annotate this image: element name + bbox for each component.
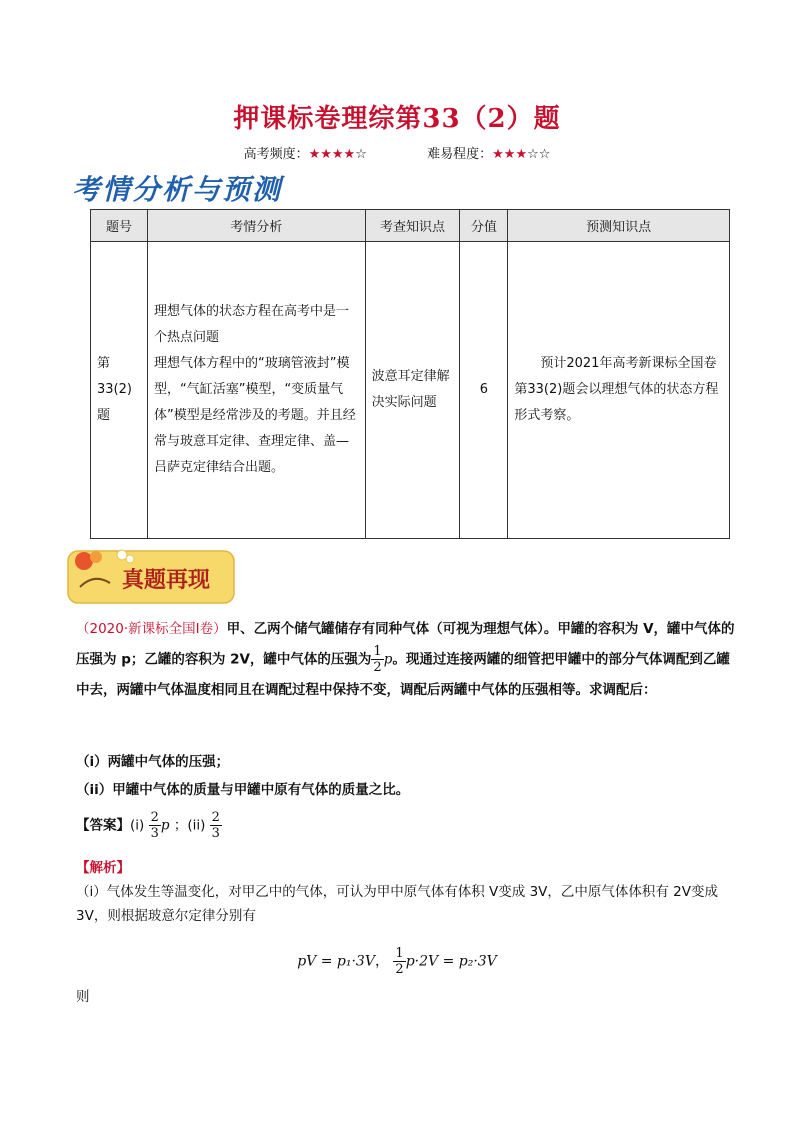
table-header-cell: 分值 [460, 210, 508, 242]
question-number-cell: 第33(2)题 [91, 242, 148, 539]
then-text: 则 [76, 989, 90, 1005]
table-header-cell: 题号 [91, 210, 148, 242]
answer-variable: p [160, 817, 170, 834]
section-banner: 考情分析与预测 [72, 173, 283, 206]
answer-part-i: (i) [130, 817, 145, 834]
frequency-empty-stars: ☆ [355, 147, 367, 162]
question-text-b: 。现通过连接两罐的细管把甲罐中的部分气体调配到乙罐中去，两罐中气体温度相同且在调配过程中保持不变，调配后两罐中气体的压强相等。求调配后： [76, 651, 730, 698]
knowledge-cell: 波意耳定律解决实际问题 [365, 242, 460, 539]
prediction-cell: 预计2021年高考新课标全国卷第33(2)题会以理想气体的状态方程形式考察。 [508, 242, 730, 539]
question-paragraph [76, 614, 736, 705]
boyle-formula: pV = p₁·3V， $\frac{1}{2}$ p·2V = p₂·3V [297, 946, 497, 977]
page-title: 押课标卷理综第33（2）题 [233, 104, 561, 134]
table-header-cell: 考情分析 [147, 210, 365, 242]
answer-part-ii: (ii) [187, 817, 206, 834]
question-source: （2020·新课标全国Ⅰ卷） [76, 621, 227, 637]
answer-separator: ； [173, 817, 188, 834]
solution-text: （i）气体发生等温变化，对甲乙中的气体，可认为甲中原气体有体积 V变成 3V，乙中原气体体积有 2V变成 3V，则根据玻意尔定律分别有 [76, 884, 719, 924]
half-fraction: $\frac{1}{2}$ [373, 644, 382, 675]
table-header-cell: 预测知识点 [508, 210, 730, 242]
table-row [91, 242, 730, 539]
sub-question-1: （i）两罐中气体的压强； [76, 754, 230, 770]
score-cell: 6 [460, 242, 508, 539]
answer-label: 【答案】 [76, 817, 130, 834]
rating-line [0, 143, 794, 162]
analysis-cell: 理想气体的状态方程在高考中是一个热点问题 理想气体方程中的“玻璃管液封”模型，“气缸活塞”模型，“变质量气体”模型是经常涉及的考题。并且经常与玻意耳定律、查理定律、盖—吕萨克定律结合出题。 [147, 242, 365, 539]
table-header-row [91, 210, 730, 242]
sub-question-2: （ii）甲罐中气体的质量与甲罐中原有气体的质量之比。 [76, 782, 410, 798]
logo-text: 真题再现 [121, 567, 211, 593]
formula-fraction: $\frac{1}{2}$ [395, 946, 404, 977]
solution-label: 【解析】 [76, 860, 130, 876]
answer-fraction-1: $\frac{2}{3}$ [150, 810, 159, 841]
frequency-stars: ★★★★ [308, 147, 356, 162]
zhenti-logo [66, 547, 236, 605]
analysis-table [90, 209, 730, 539]
answer-fraction-2: $\frac{2}{3}$ [211, 810, 220, 841]
answer-line [76, 810, 736, 841]
table-header-cell: 考查知识点 [365, 210, 460, 242]
difficulty-label: 难易程度： [427, 147, 493, 162]
difficulty-stars: ★★★ [492, 147, 528, 162]
question-text-a: 甲、乙两个储气罐储存有同种气体（可视为理想气体）。甲罐的容积为 V，罐中气体的压强为 p；乙罐的容积为 2V，罐中气体的压强为 [76, 621, 735, 668]
pressure-variable: p [383, 651, 393, 668]
difficulty-empty-stars: ☆☆ [527, 147, 551, 162]
frequency-label: 高考频度： [243, 147, 309, 162]
